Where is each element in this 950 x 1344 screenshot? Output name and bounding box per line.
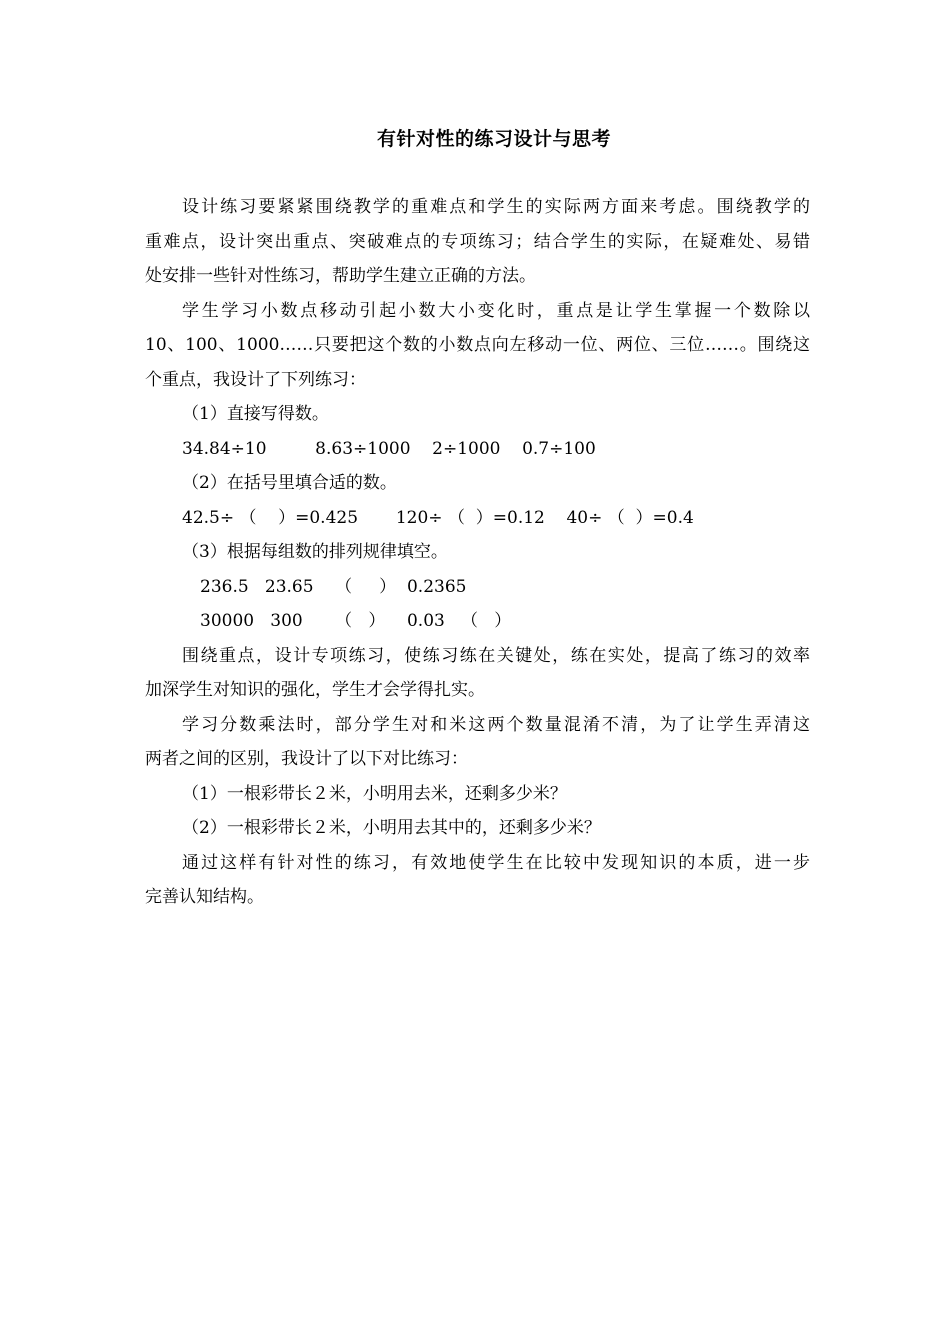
paragraph-line: 围绕重点，设计专项练习，使练习练在关键处，练在实处，提高了练习的效率	[182, 645, 810, 666]
exercise-problems: 34.84÷10 8.63÷1000 2÷1000 0.7÷100	[182, 438, 596, 459]
exercise-heading: （3）根据每组数的排列规律填空。	[182, 542, 448, 562]
exercise-heading: （2）在括号里填合适的数。	[182, 473, 397, 493]
paragraph-line: 学生学习小数点移动引起小数大小变化时，重点是让学生掌握一个数除以	[182, 300, 810, 321]
paragraph-line: 学习分数乘法时，部分学生对和米这两个数量混淆不清，为了让学生弄清这	[182, 714, 810, 735]
document-title: 有针对性的练习设计与思考	[376, 128, 611, 150]
exercise-problems: 236.5 23.65 （ ） 0.2365	[200, 576, 467, 597]
document-body	[145, 190, 810, 915]
paragraph-line: 完善认知结构。	[145, 887, 264, 907]
paragraph-line: 个重点，我设计了下列练习：	[145, 369, 366, 390]
paragraph-line: 加深学生对知识的强化，学生才会学得扎实。	[145, 680, 485, 700]
exercise-heading: （1）直接写得数。	[182, 404, 329, 424]
paragraph-line: 两者之间的区别，我设计了以下对比练习：	[145, 749, 468, 769]
paragraph-line: 重难点，设计突出重点、突破难点的专项练习；结合学生的实际，在疑难处、易错	[145, 231, 810, 252]
paragraph-line: 设计练习要紧紧围绕教学的重难点和学生的实际两方面来考虑。围绕教学的	[182, 197, 810, 217]
exercise-item: （1）一根彩带长２米，小明用去米，还剩多少米？	[182, 783, 567, 804]
paragraph-line: 通过这样有针对性的练习，有效地使学生在比较中发现知识的本质，进一步	[182, 852, 810, 873]
paragraph-line: 10、100、1000……只要把这个数的小数点向左移动一位、两位、三位……。围绕这	[145, 335, 810, 355]
exercise-problems: 30000 300 （ ） 0.03 （ ）	[200, 611, 512, 631]
paragraph-line: 处安排一些针对性练习，帮助学生建立正确的方法。	[145, 266, 536, 286]
exercise-item: （2）一根彩带长２米，小明用去其中的，还剩多少米？	[182, 818, 601, 838]
exercise-problems: 42.5÷ （ ）=0.425 120÷ （ ）=0.12 40÷ （ ）=0.4	[182, 507, 694, 528]
